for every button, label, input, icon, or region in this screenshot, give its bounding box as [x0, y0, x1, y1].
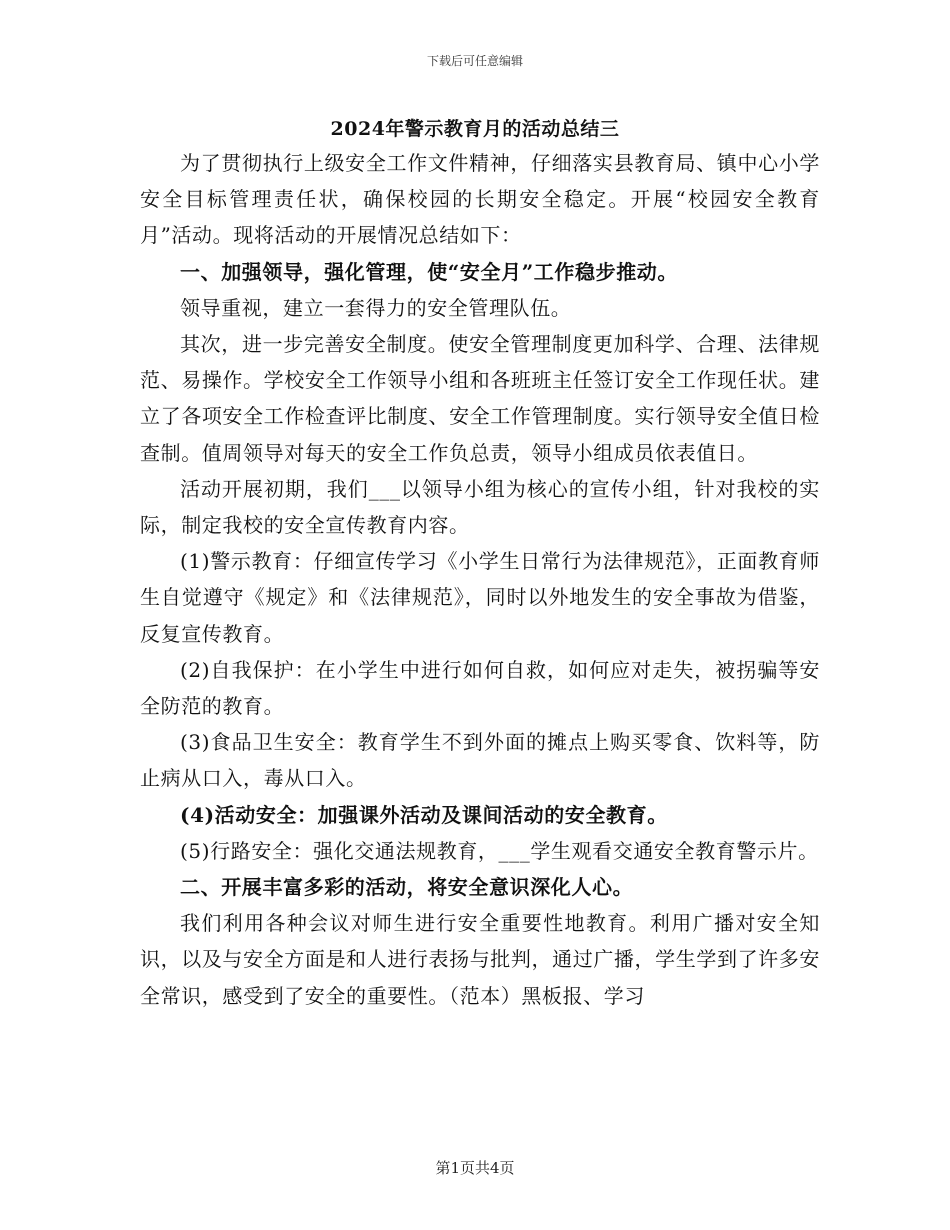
- body-paragraph: (1)警示教育：仔细宣传学习《小学生日常行为法律规范》，正面教育师生自觉遵守《规定》和《法律规范》，同时以外地发生的安全事故为借鉴，反复宣传教育。: [140, 549, 820, 646]
- body-paragraph: 其次，进一步完善安全制度。使安全管理制度更加科学、合理、法律规范、易操作。学校安全工作领导小组和各班班主任签订安全工作现任状。建立了各项安全工作检查评比制度、安全工作管理制度。实行领导安全值日检查制。值周领导对每天的安全工作负总责，领导小组成员依表值日。: [140, 332, 820, 465]
- page-number: 第1页共4页: [435, 1159, 515, 1177]
- body-paragraph: 为了贯彻执行上级安全工作文件精神，仔细落实县教育局、镇中心小学安全目标管理责任状，确保校园的长期安全稳定。开展“校园安全教育月”活动。现将活动的开展情况总结如下：: [140, 151, 820, 248]
- body-paragraph: 活动开展初期，我们___以领导小组为核心的宣传小组，针对我校的实际，制定我校的安全宣传教育内容。: [140, 476, 820, 538]
- body-paragraph: (5)行路安全：强化交通法规教育，___学生观看交通安全教育警示片。: [180, 838, 819, 863]
- section-heading: (4)活动安全：加强课外活动及课间活动的安全教育。: [180, 802, 668, 827]
- section-heading: 二、开展丰富多彩的活动，将安全意识深化人心。: [180, 875, 634, 900]
- page-header-note: 下载后可任意编辑: [426, 54, 523, 68]
- body-paragraph: 我们利用各种会议对师生进行安全重要性地教育。利用广播对安全知识，以及与安全方面是和人进行表扬与批判，通过广播，学生学到了许多安全常识，感受到了安全的重要性。（范本）黑板报、学习: [140, 911, 820, 1008]
- body-paragraph: (3)食品卫生安全：教育学生不到外面的摊点上购买零食、饮料等，防止病从口入，毒从口入。: [140, 730, 820, 791]
- body-paragraph: (2)自我保护：在小学生中进行如何自救，如何应对走失，被拐骗等安全防范的教育。: [140, 657, 820, 719]
- document-title: 2024年警示教育月的活动总结三: [330, 118, 620, 140]
- section-heading: 一、加强领导，强化管理，使“安全月”工作稳步推动。: [180, 259, 679, 284]
- document-body: [140, 145, 820, 1014]
- body-paragraph: 领导重视，建立一套得力的安全管理队伍。: [180, 295, 572, 320]
